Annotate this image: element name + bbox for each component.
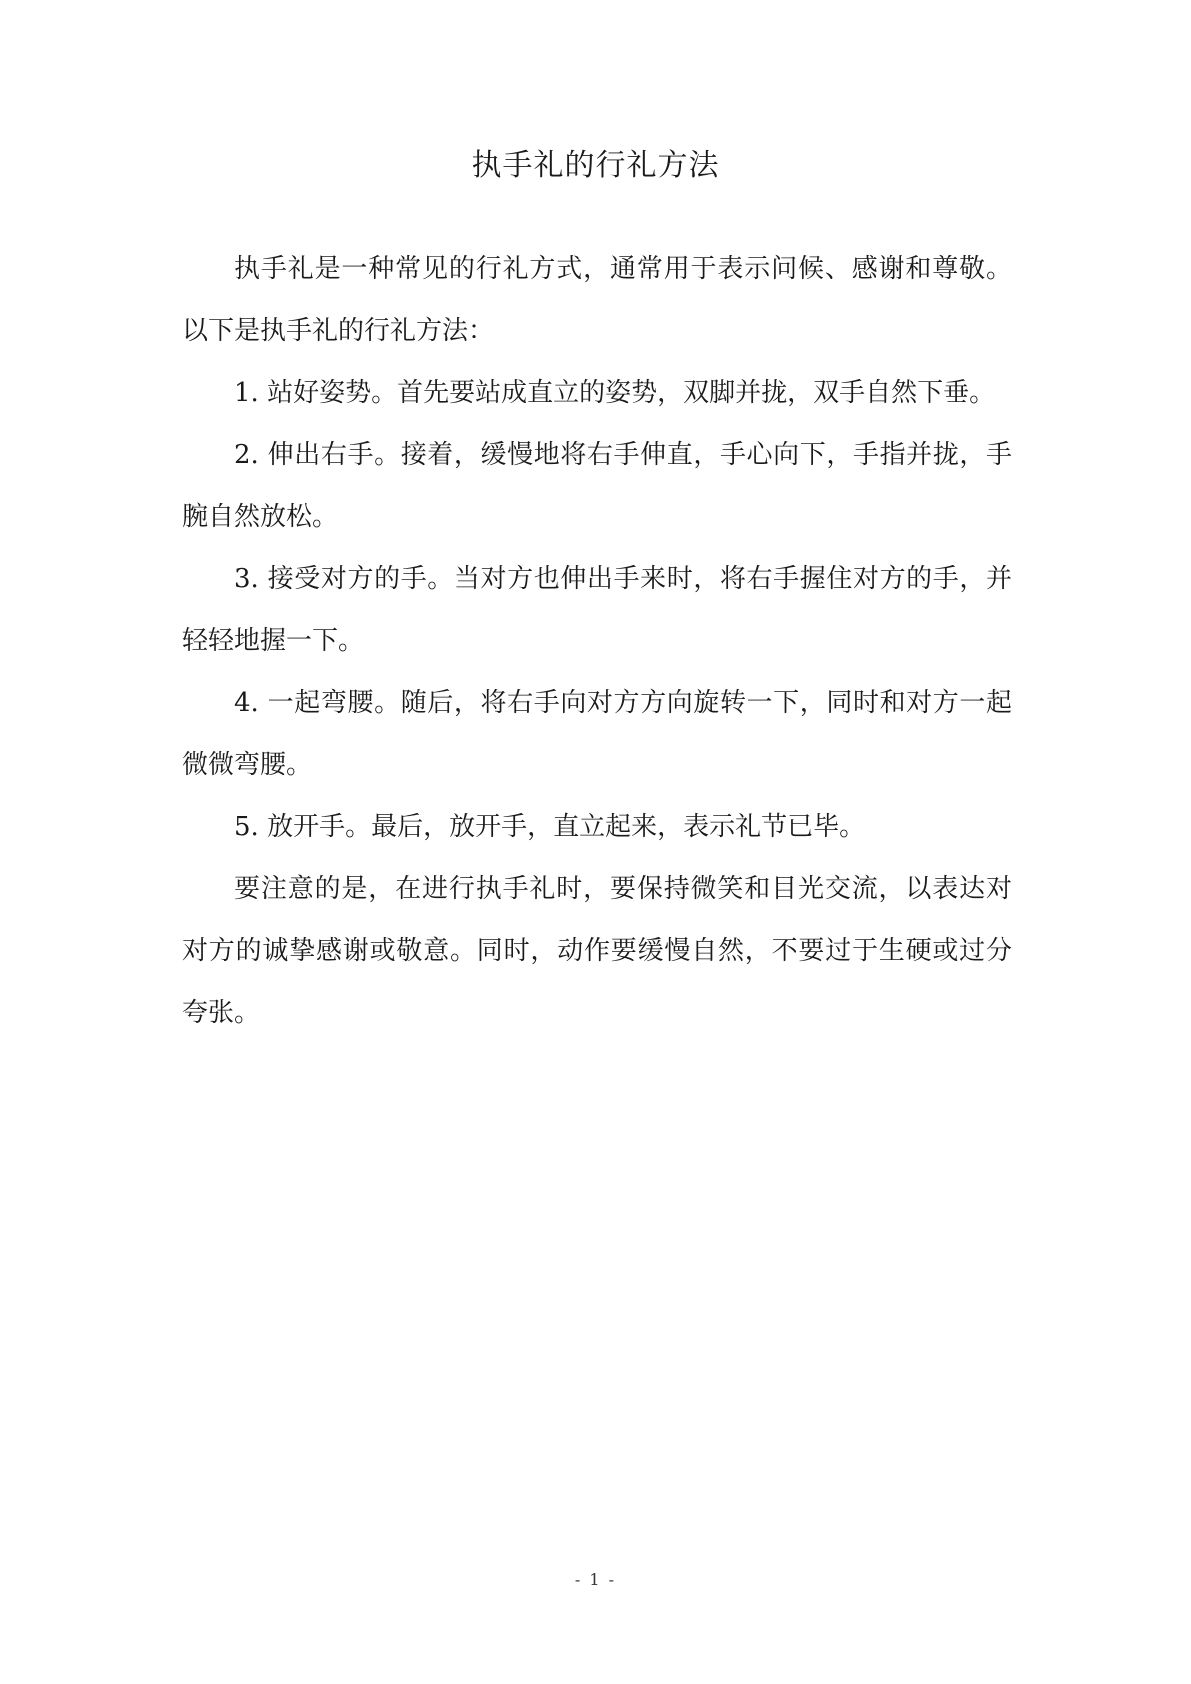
step-4-paragraph: 4. 一起弯腰。随后，将右手向对方方向旋转一下，同时和对方一起微微弯腰。: [182, 688, 1012, 780]
step-1-paragraph: 1. 站好姿势。首先要站成直立的姿势，双脚并拢，双手自然下垂。: [234, 378, 996, 408]
document-title: 执手礼的行礼方法: [471, 148, 720, 183]
note-paragraph: 要注意的是，在进行执手礼时，要保持微笑和目光交流，以表达对对方的诚挚感谢或敬意。同时，动作要缓慢自然，不要过于生硬或过分夸张。: [182, 874, 1012, 1028]
page-number: - 1 -: [574, 1570, 617, 1589]
step-2-paragraph: 2. 伸出右手。接着，缓慢地将右手伸直，手心向下，手指并拢，手腕自然放松。: [182, 440, 1012, 532]
step-3-paragraph: 3. 接受对方的手。当对方也伸出手来时，将右手握住对方的手，并轻轻地握一下。: [182, 564, 1012, 656]
document-body: [182, 238, 1012, 1044]
intro-paragraph: 执手礼是一种常见的行礼方式，通常用于表示问候、感谢和尊敬。以下是执手礼的行礼方法：: [182, 254, 1012, 346]
step-5-paragraph: 5. 放开手。最后，放开手，直立起来，表示礼节已毕。: [234, 812, 866, 842]
